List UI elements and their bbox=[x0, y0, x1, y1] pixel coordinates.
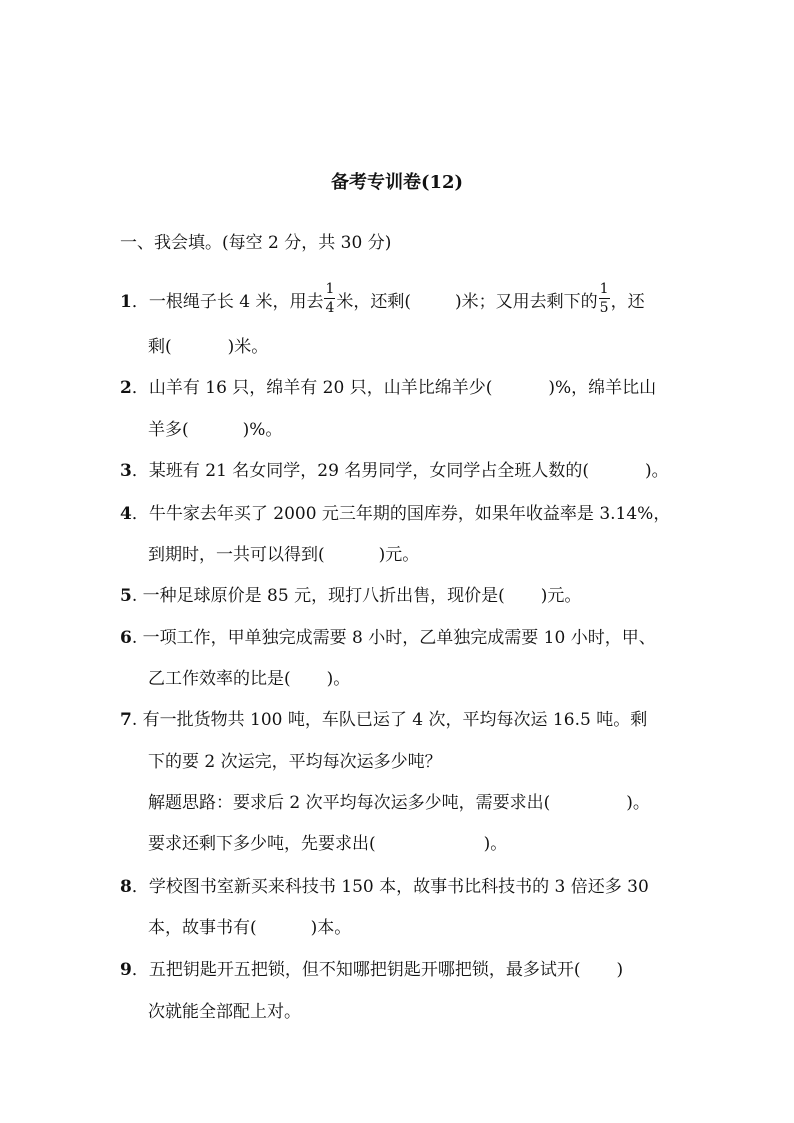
question-text: 下的要 2 次运完，平均每次运多少吨？ bbox=[148, 752, 442, 772]
question-text: ．一根绳子长 4 米，用去 bbox=[131, 292, 324, 312]
question-9-line-1 bbox=[120, 962, 623, 979]
question-2-line-1 bbox=[120, 380, 656, 397]
question-4-line-1 bbox=[120, 506, 670, 523]
page-title: 备考专训卷(12) bbox=[330, 172, 464, 193]
question-number: 6 bbox=[120, 628, 132, 648]
question-text: 乙工作效率的比是( bbox=[148, 669, 291, 689]
question-text: ．学校图书室新买来科技书 150 本，故事书比科技书的 3 倍还多 30 bbox=[131, 877, 649, 897]
question-text: 到期时，一共可以得到( bbox=[148, 545, 325, 565]
question-text: )。 bbox=[326, 669, 351, 689]
question-3-line-1 bbox=[120, 463, 669, 480]
question-number: 2 bbox=[120, 378, 132, 398]
question-text: )%。 bbox=[242, 420, 283, 440]
question-number: 9 bbox=[120, 960, 132, 980]
question-text: ，还 bbox=[610, 292, 645, 312]
question-7-line-3 bbox=[148, 795, 650, 812]
question-text: )%，绵羊比山 bbox=[548, 378, 657, 398]
question-text: 要求还剩下多少吨，先要求出( bbox=[148, 834, 376, 854]
question-text: ．某班有 21 名女同学，29 名男同学，女同学占全班人数的( bbox=[131, 461, 589, 481]
question-number: 5 bbox=[120, 586, 132, 606]
question-text: )米；又用去剩下的 bbox=[455, 292, 598, 312]
question-8-line-2 bbox=[148, 920, 351, 937]
question-2-line-2 bbox=[148, 422, 282, 439]
question-text: 次就能全部配上对。 bbox=[148, 1002, 301, 1022]
question-text: )。 bbox=[626, 793, 650, 813]
question-1-line-2 bbox=[148, 339, 268, 356]
question-text: 解题思路：要求后 2 次平均每次运多少吨，需要求出( bbox=[148, 793, 551, 813]
question-text: ．山羊有 16 只，绵羊有 20 只，山羊比绵羊少( bbox=[131, 378, 493, 398]
fraction-one-fifth: $\frac{1}{5}$ bbox=[599, 281, 609, 316]
question-text: . 一种足球原价是 85 元，现打八折出售，现价是( bbox=[131, 586, 505, 606]
question-text: 米，还剩( bbox=[336, 292, 412, 312]
question-number: 7 bbox=[120, 710, 132, 730]
question-text: 本，故事书有( bbox=[148, 918, 257, 938]
question-1-line-1 bbox=[120, 281, 645, 319]
fraction-one-quarter: $\frac{1}{4}$ bbox=[325, 281, 335, 316]
question-number: 4 bbox=[120, 504, 132, 524]
question-7-line-4 bbox=[148, 836, 507, 853]
question-text: 剩( bbox=[148, 337, 172, 357]
question-5-line-1 bbox=[120, 588, 581, 605]
question-text: ) bbox=[616, 960, 624, 980]
question-text: )。 bbox=[483, 834, 508, 854]
question-6-line-1 bbox=[120, 630, 656, 647]
question-text: ．五把钥匙开五把锁，但不知哪把钥匙开哪把锁，最多试开( bbox=[131, 960, 581, 980]
question-7-line-1 bbox=[120, 712, 647, 729]
question-4-line-2 bbox=[148, 547, 419, 564]
question-9-line-2 bbox=[148, 1004, 301, 1021]
question-text: )元。 bbox=[378, 545, 420, 565]
question-text: . 一项工作，甲单独完成需要 8 小时，乙单独完成需要 10 小时，甲、 bbox=[131, 628, 656, 648]
question-number: 8 bbox=[120, 877, 132, 897]
section-heading: 一、我会填。(每空 2 分，共 30 分) bbox=[120, 233, 392, 253]
question-text: )米。 bbox=[227, 337, 269, 357]
question-text: 羊多( bbox=[148, 420, 189, 440]
question-7-line-2 bbox=[148, 754, 442, 771]
question-number: 1 bbox=[120, 292, 132, 312]
question-text: )本。 bbox=[310, 918, 352, 938]
question-text: )元。 bbox=[540, 586, 582, 606]
question-text: ．牛牛家去年买了 2000 元三年期的国库券，如果年收益率是 3.14%， bbox=[131, 504, 671, 524]
question-8-line-1 bbox=[120, 879, 649, 896]
question-text: . 有一批货物共 100 吨，车队已运了 4 次，平均每次运 16.5 吨。剩 bbox=[131, 710, 648, 730]
question-6-line-2 bbox=[148, 671, 350, 688]
question-number: 3 bbox=[120, 461, 132, 481]
question-text: )。 bbox=[644, 461, 669, 481]
